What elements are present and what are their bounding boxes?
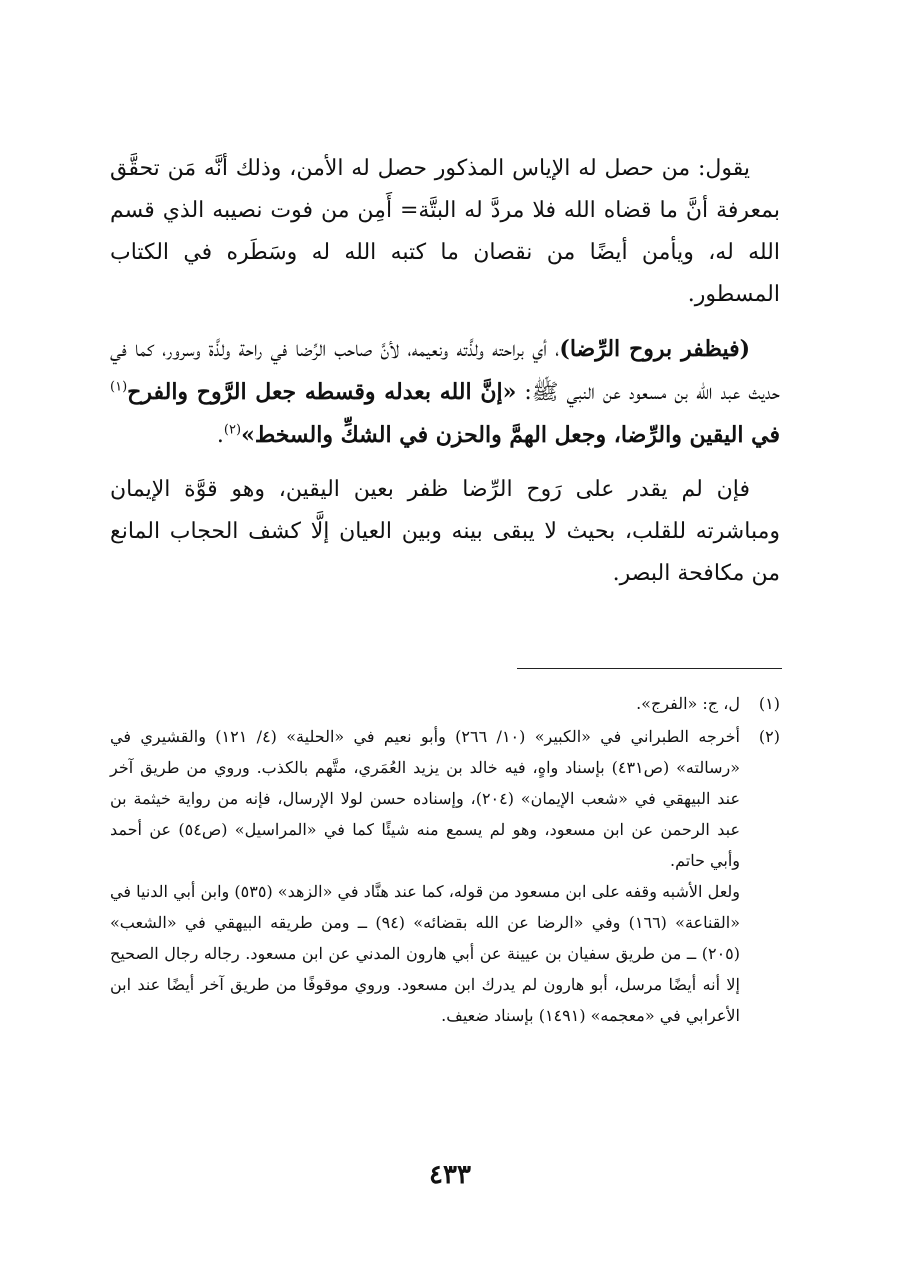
footnote-ref-2[interactable]: (٢) (223, 422, 242, 438)
footnote-text: ل، ج: «الفرج». (636, 694, 740, 713)
main-text (110, 148, 780, 607)
footnote-ref-1[interactable]: (١) (110, 379, 128, 395)
paragraph-2-text: ، أي براحته ولذَّته ونعيمه، لأنَّ صاحب الرِّضا في راحة ولذَّة وسرور، كما في حديث عبد الله بن مسعود عن النبي ﷺ: (110, 337, 780, 405)
paragraph-2 (110, 328, 780, 457)
paragraph-1: يقول: من حصل له الإياس المذكور حصل له الأمن، وذلك أنَّه مَن تحقَّق بمعرفة أنَّ ما قضاه الله فلا مردَّ له البتَّة= أَمِن من فوت نصيبه الذي قسم الله له، ويأمن أيضًا من نقصان ما كتبه الله له وسَطَره في الكتاب المسطور. (110, 156, 780, 307)
footnote-number: (٢) (758, 727, 780, 746)
footnote-divider (517, 668, 782, 669)
footnote-number: (١) (758, 694, 780, 713)
footnote-body (110, 688, 740, 719)
footnotes (110, 688, 780, 1033)
paragraph-2-lead: (فيظفر بروح الرِّضا) (559, 336, 751, 362)
footnote-item (110, 688, 780, 719)
paragraph-3: فإن لم يقدر على رَوح الرِّضا ظفر بعين اليقين، وهو قوَّة الإيمان ومباشرته للقلب، بحيث لا يبقى بينه وبين العيان إلَّا كشف الحجاب المانع من مكافحة البصر. (110, 477, 780, 586)
hadith-quote-part-b: في اليقين والرِّضا، وجعل الهمَّ والحزن في الشكِّ والسخط» (241, 422, 780, 448)
paragraph-2-end: . (216, 423, 224, 448)
hadith-quote-part-a: «إنَّ الله بعدله وقسطه جعل الرَّوح والفرح (127, 379, 517, 405)
footnote-item (110, 721, 780, 1031)
footnote-body (110, 721, 740, 1031)
footnote-continuation: ولعل الأشبه وقفه على ابن مسعود من قوله، كما عند هنَّاد في «الزهد» (٥٣٥) وابن أبي الدنيا في «القناعة» (١٦٦) وفي «الرضا عن الله بقضائه» (٩٤) ــ ومن طريقه البيهقي في «الشعب» (٢٠٥) ــ من طريق سفيان بن عيينة عن أبي هارون المدني عن ابن مسعود. رجاله رجال الصحيح إلا أنه أيضًا مرسل، أبو هارون لم يدرك ابن مسعود. وروي موقوفًا من طريق آخر أيضًا عند ابن الأعرابي في «معجمه» (١٤٩١) بإسناد ضعيف. (110, 882, 741, 1025)
footnote-text: أخرجه الطبراني في «الكبير» (١٠/ ٢٦٦) وأبو نعيم في «الحلية» (٤/ ١٢١) والقشيري في «رسالته» (ص٤٣١) بإسناد واهٍ، فيه خالد بن يزيد العُمَري، متَّهم بالكذب. وروي من طريق آخر عند البيهقي في «شعب الإيمان» (٢٠٤)، وإسناده حسن لولا الإرسال، فإنه من رواية خيثمة بن عبد الرحمن عن ابن مسعود، وهو لم يسمع منه شيئًا كما في «المراسيل» (ص٥٤) عن أحمد وأبي حاتم. (110, 727, 740, 870)
page-number: ٤٣٣ (429, 1160, 471, 1190)
